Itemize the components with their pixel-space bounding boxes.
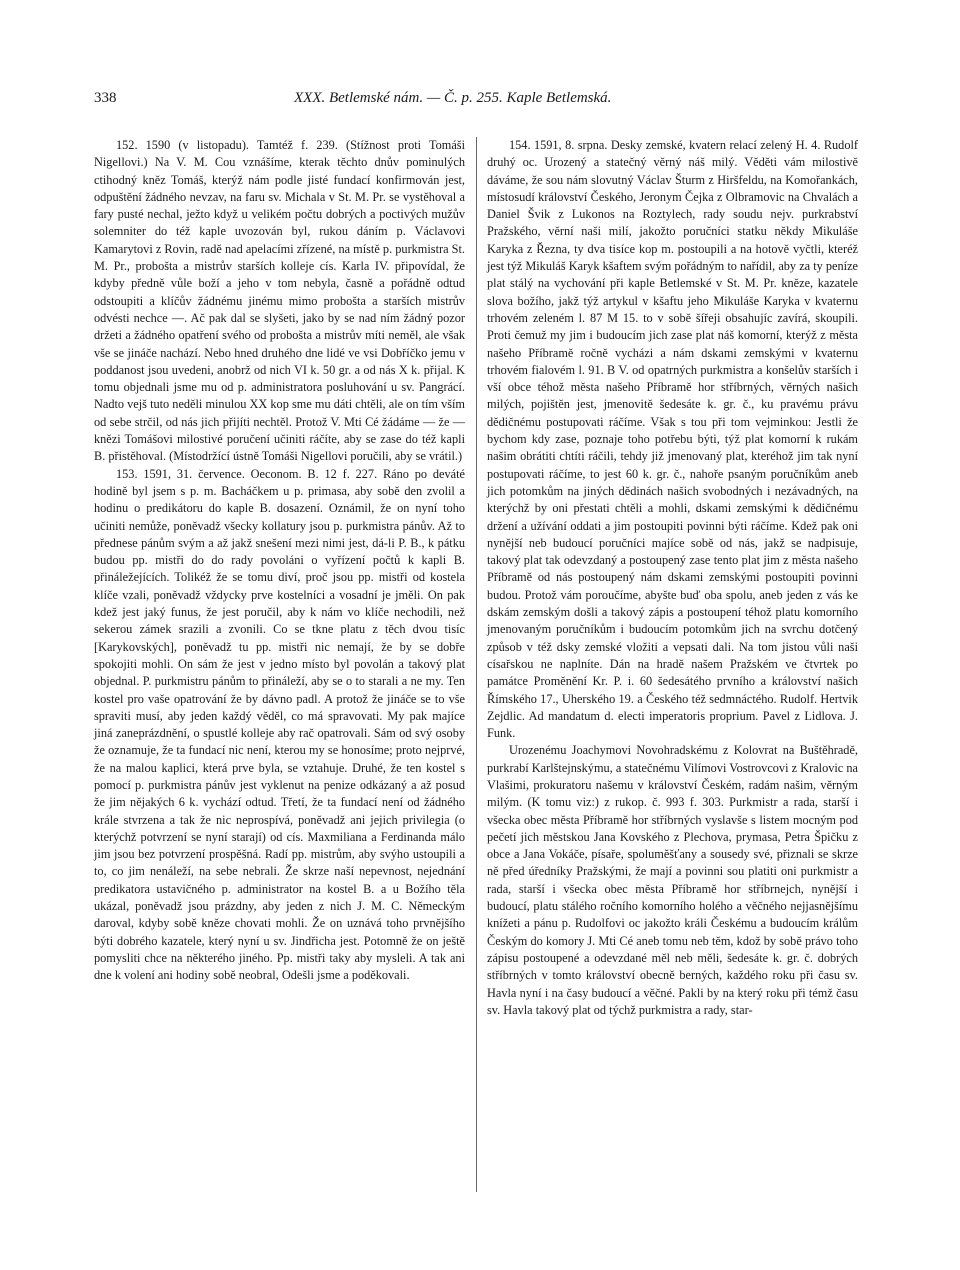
running-head: XXX. Betlemské nám. — Č. p. 255. Kaple Betlemská. — [294, 90, 612, 106]
page-header — [94, 90, 874, 112]
entry-152-paragraph: 152. 1590 (v listopadu). Tamtéž f. 239. (Stížnost proti Tomáši Nigellovi.) Na V. M. Cou vznášíme, kterak těchto dnův pominulých ctihodný kněz Tomáš, kterýž nám podle jisté fundací konfirmován jest, odpuštění žádného nevzav, na faru sv. Michala v St. M. Pr. se vystěhoval a fary pusté nechal, ježto když u velikém počtu dobrých a poctivých mužův solemniter do též kaple uvozován byl, rukou dáním p. Václavovi Kamarytovi z Rovin, radě nad apelacími zřízené, na místě p. purkmistra St. M. Pr., probošta a mistrův starších kolleje cís. Karla IV. připovídal, že kdyby předně vůle boží a jeho v tom nebyla, časně a pořádně odtud odstoupiti a klíčův žádnému jinému mimo probošta a starších mistrův odvésti nechce —. Ač pak dal se slyšeti, jako by se nad ním žádný pozor držeti a žádného opatření svého od probošta a mistrův míti neměl, ale však vše se jináče nachází. Nebo hned druhého dne lidé ve vsi Dobříčko jemu v poddanost jsou uvedeni, anobrž od nich VI k. 50 gr. a od nás X k. přijal. K tomu objednali jsme mu od p. administratora posluhování u sv. Pangrácí. Nadto vejš tuto neděli minulou XX kop sme mu dáti chtěli, ale on tím vším od sebe strčil, od nás jich přijíti nechtěl. Protož V. Mti Cé žádáme — že — knězi Tomášovi milostivé poručení učiniti ráčíte, aby se zase do též kapli B. přistěhoval. (Místodržící ústně Tomáši Nigellovi poručili, aby se vrátil.) — [94, 138, 465, 464]
address-paragraph: Urozenému Joachymovi Novohradskému z Kolovrat na Buštěhradě, purkrabí Karlštejnskýmu, a statečnému Vilímovi Vostrovcovi z Kralovic na Vlašimi, prokuratoru našemu v království Českém, radám našim, věrným milým. (K tomu viz:) z rukop. č. 993 f. 303. Purkmistr a rada, starší i všecka obec města Příbramě hor stříbrných vyslavše s listem mocným pod pečetí jich městskou Jana Kovského z Plechova, prymasa, Petra Špičku z obce a Jana Vokáče, písaře, spolumĕšťany a sousedy své, přiznali se skrze ně před úředníky Pražskými, že mají a povinni sou platiti oni purkmistr a rada, starší i všecka obec města Příbramě hor stříbrnejch, nynější i budoucí, platu stálého ročního komorního holého a věčného nejjasnějšímu knížeti a pánu p. Rudolfovi oc jakožto králi Českému a budoucím králům Českým do komory J. Mti Cé aneb tomu neb těm, kdož by sobě právo toho zápisu postoupené a odevzdané měl neb měli, šedesáte k. gr. č. dobrých stříbrných v tomto království obecně berných, každého roku při času sv. Havla nyní i na časy budoucí a věčné. Pakli by na který roku při témž času sv. Havla takový plat od týchž purkmistra a rady, star- — [487, 743, 858, 1017]
left-column — [94, 137, 465, 985]
entry-153-paragraph: 153. 1591, 31. července. Oeconom. B. 12 f. 227. Ráno po deváté hodině byl jsem s p. m. Bacháčkem u p. primasa, aby sobě den zvolil a hodinu o predikátoru do kaple B. dosazení. Oznámil, že on nyní toho učiniti nemůže, poněvadž všecky kollatury jsou p. purkmistra pánův. Až to přednese pánům svým a až jakž snešení mezi nimi jest, dá-li P. B., k pátku budou pp. mistři do do rady povoláni o vyřízení počtů k kapli B. přináležejících. Tolikéž že se tomu diví, proč jsou pp. mistři od kostela klíče vzali, poněvadž vždycky prve kostelníci a vosadní je jměli. On pak kdež jest jaký funus, že jest poručil, aby k nám vo klíče nechodili, než sekerou zámek srazili a zvonili. Co se tkne platu z těch dvou tisíc [Karykovských], poněvadž tu pp. mistři nic nemají, že by se dobře spokojiti mohli. On sám že jest v jedno místo byl povolán a takový plat objednal. P. purkmistru pánům to přináleží, aby se o to starali a ne my. Ten kostel pro vaše opatrování že by dávno padl. A protož že jináče se to vše spraviti musí, aby jeden každý věděl, co má spravovati. My pak majíce jiná zaneprázdnění, o spustlé kolleje aby rač opatrovali. Sám od svý osoby že oznamuje, že ta fundací nic není, kterou my se honosíme; proto nejprvé, že na malou kaplici, která prve byla, se vztahuje. Druhé, že ten kostel s pomocí p. purkmistra pánův jest vyklenut na penize odkázaný a až posud že jim nějakých 6 k. vychází odtud. Třetí, že ta fundací není od žádného krále stvrzena a tak že nic neprospívá, poněvadž ani jejich privilegia (o kterýchž potvrzení se nyní starají) od cís. Maxmiliana a Ferdinanda málo jim jsou bez potvrzení prospěšná. Radí pp. mistrům, aby svýho ustoupili a to, co jim nenáleží, na sebe nebrali. Že skrze naší nepevnost, nejednání predikatora ustavičného p. administrator na kostel B. a u Božího těla ukázal, poněvadž jsou prázdny, aby jeden z nich J. M. C. Německým daroval, kdyby sobě kněze chovati mohli. Že on uznává toho prvnějšího býti dobrého kazatele, který nyní u sv. Jindřicha jest. Potomně že on ještě pomysliti chce na některého jiného. Pp. mistři taky aby mysleli. A tak ani dne k volení ani hodiny sobě neobral, Odešli jsme a poděkovali. — [94, 466, 465, 983]
page-number: 338 — [94, 90, 117, 106]
column-divider — [476, 137, 477, 1192]
entry-154-paragraph: 154. 1591, 8. srpna. Desky zemské, kvatern relací zelený H. 4. Rudolf druhý oc. Urozený a statečný věrný náš milý. Věděti vám milostivě dáváme, že sou nám slovutný Václav Šturm z Hiršfeldu, na Komořankách, místosudí království Českého, Jeronym Čejka z Olbramovic na Chvalách a Daniel Švik z Lukonos na Roztylech, rady soudu nejv. purkrabství Pražského, věrní naši milí, jakožto poručníci statku někdy Mikuláše Karyka z Řezna, ty dva tisíce kop m. postoupili a na hotově vyčtli, kteréž jest týž Mikuláš Karyk kšaftem svým pořádným to nařídil, aby za ty peníze plat stálý na vychování při kaple Betlemské v St. M. Pr. kněze, kazatele slova božího, jakž týž artykul v kšaftu jeho Mikuláše Karyka v kvaternu trhovém zeleném l. 87 M 15. to v sobě šířeji obsahujíc zavírá, skoupili. Proti čemuž my jim i budoucím jich zase plat náš komorní, kterýž z města našeho Příbramě ročně vycházi a nám dskami zemskými v kvaternu trhovém fialovém l. 91. B V. od opatrných purkmistra a konšelův starších i vší obce téhož města našeho Příbramě hor stříbrných, věrných našich milých, pojištěn jest, jmenovitě šedesáte k. gr. č., ku pravému právu dědičnému postupovati ráčíme. Však s tou při tom vejminkou: Jestli že bychom kdy zase, poznaje toho potřebu býti, týž plat komorní k rukám našim obrátiti chtíti ráčili, tehdy již jmenovaný plat, kteréhož jim tak nyní postupovati ráčíme, to jest 60 k. gr. č., nahoře psaným poručníkům aneb jich potomkům na jiných dědinách našich svobodných i nezávadných, na kterýchž by oni přestati chtěli a mohli, dskami zemskými k dědičnému držení a užívání oddati a jim postoupiti povinni býti ráčíme. Kdež pak oni nynější neb budoucí poručníci majíce sobě od nás, jakž se nadpisuje, takový plat tak odevzdaný a postoupený zase tento plat jim z města našeho Příbramě od nás postoupený nám dskami zemskými postoupiti povinni budou. Protož vám poroučíme, abyšte buď oba spolu, aneb jeden z vás ke dskám zemským došli a takový zápis a postoupení téhož platu komorního jmenovaným poručníkům i budoucím potomkům jich na svrchu dotčený způsob v též dsky zemské vložiti a vepsati dali. Na tom jistou vůli naši císařskou ne naplníte. Dán na hradě našem Pražském ve čtvrtek po památce Proměnění Kr. P. i. 60 šedesátého prvního a království našich Římského 17., Uherského 19. a Českého též sedmnáctého. Rudolf. Hertvik Zejdlic. Ad mandatum d. electi imperatoris proprium. Pavel z Lidlova. J. Funk. — [487, 138, 858, 741]
right-column — [487, 137, 858, 1019]
